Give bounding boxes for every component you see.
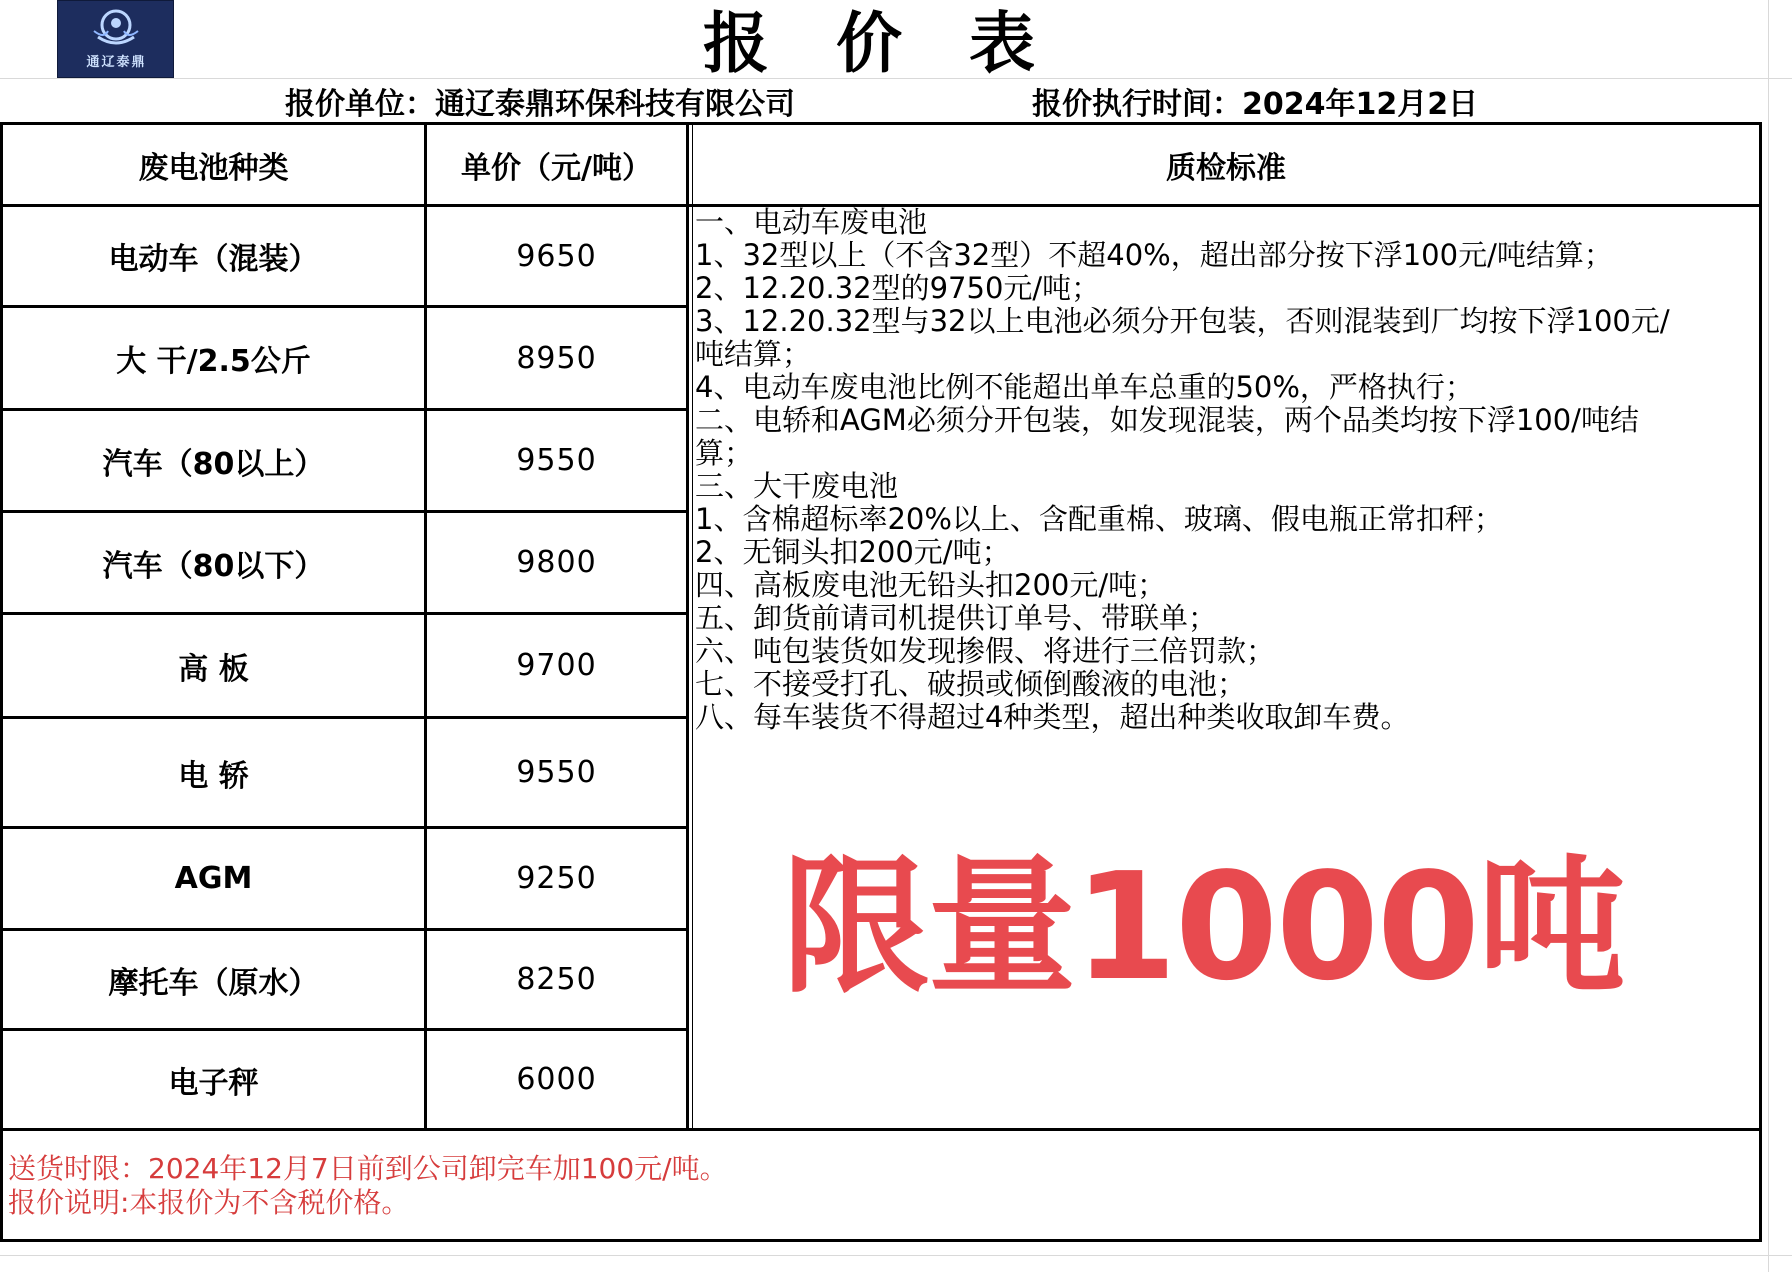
column-header-standard: 质检标准 <box>1166 150 1286 186</box>
standard-line: 1、32型以上（不含32型）不超40%，超出部分按下浮100元/吨结算； <box>695 238 1613 272</box>
row-price: 9700 <box>516 648 597 683</box>
row-type: 大 干/2.5公斤 <box>116 344 311 379</box>
standard-line: 2、无铜头扣200元/吨； <box>695 535 1011 569</box>
row-type: 汽车（80以下） <box>102 548 325 584</box>
standard-line: 八、每车装货不得超过4种类型，超出种类收取卸车费。 <box>695 700 1410 734</box>
standard-line: 吨结算； <box>695 337 812 371</box>
row-price: 9250 <box>516 861 597 896</box>
row-type: 高 板 <box>178 651 249 687</box>
row-type: 电动车（混装） <box>108 242 319 277</box>
row-price: 9550 <box>516 443 597 478</box>
row-price: 8950 <box>516 340 597 376</box>
row-type: AGM <box>174 861 253 896</box>
logo-text: 通辽泰鼎 <box>86 55 147 70</box>
table-divider <box>686 122 689 1130</box>
table-divider <box>692 122 693 1130</box>
row-type: 电 轿 <box>178 758 249 794</box>
row-price: 8250 <box>516 962 597 997</box>
row-price: 9550 <box>516 755 597 790</box>
page-title: 报 价 表 <box>703 5 1057 82</box>
column-header-price: 单价（元/吨） <box>461 150 652 186</box>
standard-line: 1、含棉超标率20%以上、含配重棉、玻璃、假电瓶正常扣秤； <box>695 502 1503 536</box>
row-price: 6000 <box>516 1062 597 1097</box>
standard-line: 4、电动车废电池比例不能超出单车总重的50%，严格执行； <box>695 370 1474 404</box>
row-price: 9650 <box>516 238 597 274</box>
sheet-gridline <box>0 1255 1792 1256</box>
row-type: 汽车（80以上） <box>102 446 325 482</box>
sheet-gridline <box>1768 0 1769 1272</box>
standard-line: 四、高板废电池无铅头扣200元/吨； <box>695 568 1167 602</box>
company-logo <box>57 0 174 78</box>
standard-line: 一、电动车废电池 <box>695 205 928 239</box>
quality-standards <box>695 206 1755 734</box>
row-price: 9800 <box>516 545 597 580</box>
standard-line: 七、不接受打孔、破损或倾倒酸液的电池； <box>695 667 1247 701</box>
standard-line: 六、吨包装货如发现掺假、将进行三倍罚款； <box>695 634 1276 668</box>
delivery-deadline: 送货时限：2024年12月7日前到公司卸完车加100元/吨。 <box>8 1152 728 1185</box>
row-type: 电子秤 <box>168 1065 259 1101</box>
footer-notes <box>8 1152 728 1220</box>
standard-line: 五、卸货前请司机提供订单号、带联单； <box>695 601 1218 635</box>
standard-line: 算； <box>695 436 754 470</box>
limit-notice: 限量1000吨 <box>782 841 1624 1013</box>
column-header-type: 废电池种类 <box>138 150 289 186</box>
quote-note: 报价说明:本报价为不含税价格。 <box>8 1186 410 1219</box>
standard-line: 3、12.20.32型与32以上电池必须分开包装，否则混装到厂均按下浮100元/ <box>695 304 1670 338</box>
standard-line: 三、大干废电池 <box>695 469 899 503</box>
table-divider <box>0 1128 1762 1131</box>
quote-time: 报价执行时间：2024年12月2日 <box>1032 87 1479 122</box>
standard-line: 2、12.20.32型的9750元/吨； <box>695 271 1101 305</box>
quote-unit: 报价单位：通辽泰鼎环保科技有限公司 <box>285 87 795 122</box>
standard-line: 二、电轿和AGM必须分开包装，如发现混装，两个品类均按下浮100/吨结 <box>695 403 1639 437</box>
row-type: 摩托车（原水） <box>108 965 319 1001</box>
